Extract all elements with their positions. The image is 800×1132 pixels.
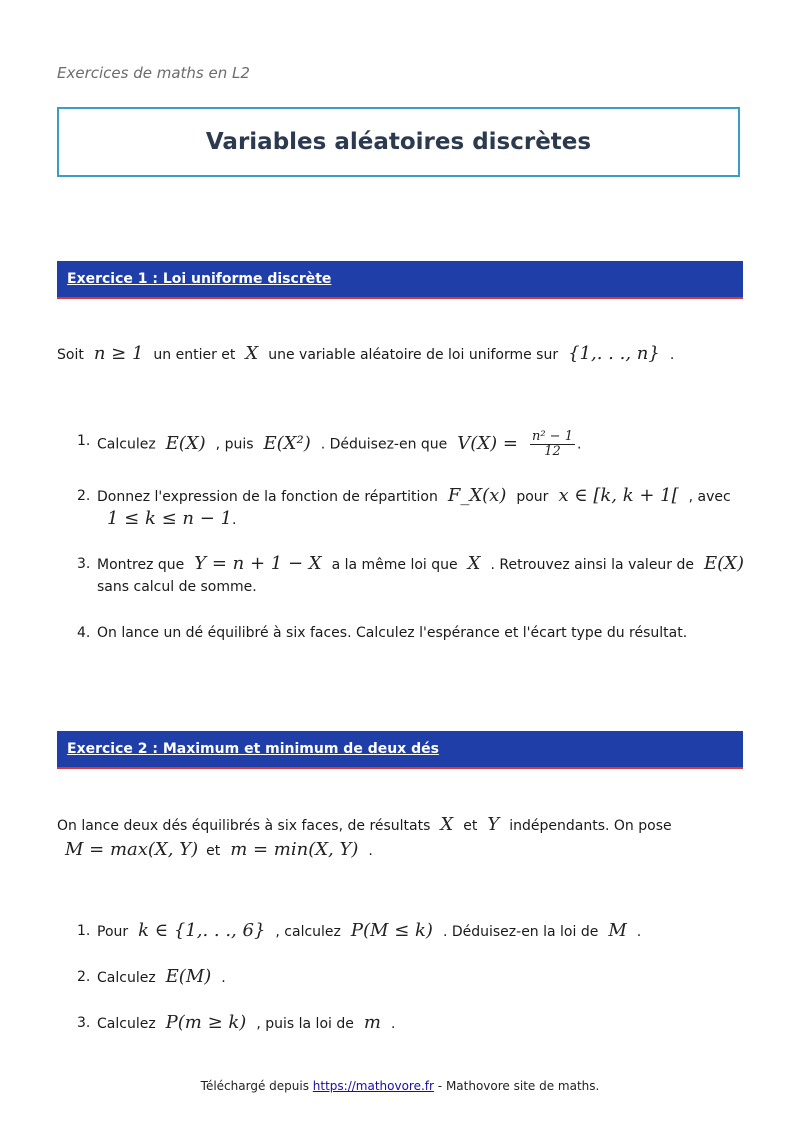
math-expression: Y = n + 1 − X (194, 553, 322, 574)
question-text: , avec (688, 489, 731, 505)
math-expression: M = max(X, Y) (65, 839, 199, 860)
question-text: . (636, 924, 642, 940)
exercise-1-heading (57, 261, 743, 299)
exercise-1-title: Exercice 1 : Loi uniforme discrète (67, 271, 332, 287)
exercise-2-title: Exercice 2 : Maximum et minimum de deux dés (67, 741, 439, 757)
question-text: . Déduisez-en la loi de (442, 924, 599, 940)
question-number: 4. (77, 625, 91, 641)
question-item (77, 429, 787, 459)
math-expression: X (245, 343, 259, 364)
intro-text: On lance deux dés équilibrés à six faces, de résultats (57, 818, 431, 834)
question-item (77, 966, 787, 989)
question-text: Calculez (97, 970, 156, 986)
question-item (77, 622, 787, 644)
title-box (57, 107, 740, 177)
intro-text: . (669, 347, 675, 363)
math-expression: m = min(X, Y) (230, 839, 359, 860)
math-expression: M (608, 920, 627, 941)
math-expression: {1,. . ., n} (568, 343, 660, 364)
fraction-denominator: 12 (544, 444, 561, 459)
question-number: 2. (77, 969, 91, 985)
question-text: , calculez (275, 924, 341, 940)
intro-text: indépendants. On pose (509, 818, 672, 834)
math-expression: E(X²) (263, 432, 311, 454)
question-text: . (576, 436, 582, 453)
question-item (77, 920, 787, 943)
math-expression: E(X) (704, 553, 745, 574)
footer-link[interactable]: https://mathovore.fr (312, 1079, 434, 1093)
intro-text: et (463, 818, 478, 834)
footer-text: - Mathovore site de maths. (437, 1079, 600, 1093)
question-number: 3. (77, 556, 91, 572)
question-item (77, 485, 787, 531)
math-expression: Y (487, 814, 500, 835)
math-expression: X (440, 814, 454, 835)
question-text: Calculez (97, 1016, 156, 1032)
question-text: . (390, 1016, 396, 1032)
question-number: 2. (77, 488, 91, 504)
math-expression: E(X) (165, 432, 206, 454)
question-number: 3. (77, 1015, 91, 1031)
intro-text: un entier et (153, 347, 236, 363)
question-text: Montrez que (97, 557, 185, 573)
intro-text: une variable aléatoire de loi uniforme sur (268, 347, 559, 363)
math-expression: m (363, 1012, 381, 1033)
math-expression: x ∈ [k, k + 1[ (558, 485, 679, 506)
question-text: . (221, 970, 226, 986)
math-expression: P(M ≤ k) (350, 920, 433, 941)
question-number: 1. (77, 433, 91, 449)
exercise-2-intro (57, 813, 747, 863)
math-expression: V(X) = (457, 432, 518, 454)
math-expression: E(M) (165, 966, 212, 987)
page-subtitle: Exercices de maths en L2 (57, 64, 250, 82)
math-expression: X (467, 553, 481, 574)
math-expression: F_X(x) (447, 485, 507, 506)
question-text: pour (516, 489, 549, 505)
exercise-1-questions (57, 430, 787, 644)
math-expression: P(m ≥ k) (165, 1012, 247, 1033)
question-text: a la même loi que (331, 557, 458, 573)
exercise-1-intro (57, 342, 747, 367)
question-text: , puis la loi de (256, 1016, 354, 1032)
question-text: Pour (97, 924, 129, 940)
footer-text: Téléchargé depuis (200, 1079, 309, 1093)
question-text: . Déduisez-en que (320, 436, 448, 453)
exercise-2-questions (57, 920, 787, 1035)
question-text: sans calcul de somme. (97, 579, 257, 595)
question-item (77, 1012, 787, 1035)
page-title: Variables aléatoires discrètes (205, 129, 592, 155)
exercise-2-heading (57, 731, 743, 769)
intro-text: . (368, 843, 373, 859)
question-text: On lance un dé équilibré à six faces. Calculez l'espérance et l'écart type du résultat. (97, 625, 688, 641)
math-expression: 1 ≤ k ≤ n − 1 (107, 508, 232, 529)
question-number: 1. (77, 923, 91, 939)
intro-text: et (206, 843, 221, 859)
question-text: . Retrouvez ainsi la valeur de (490, 557, 695, 573)
math-expression: k ∈ {1,. . ., 6} (138, 920, 266, 941)
page-footer (0, 1079, 800, 1093)
question-text: Donnez l'expression de la fonction de répartition (97, 489, 438, 505)
fraction-numerator: n² − 1 (531, 429, 573, 444)
question-text: . (231, 512, 237, 528)
question-text: Calculez (97, 436, 156, 453)
question-item (77, 553, 787, 598)
math-expression: n ≥ 1 (93, 343, 144, 364)
fraction (530, 430, 575, 459)
question-text: , puis (215, 436, 254, 453)
intro-text: Soit (57, 347, 84, 363)
